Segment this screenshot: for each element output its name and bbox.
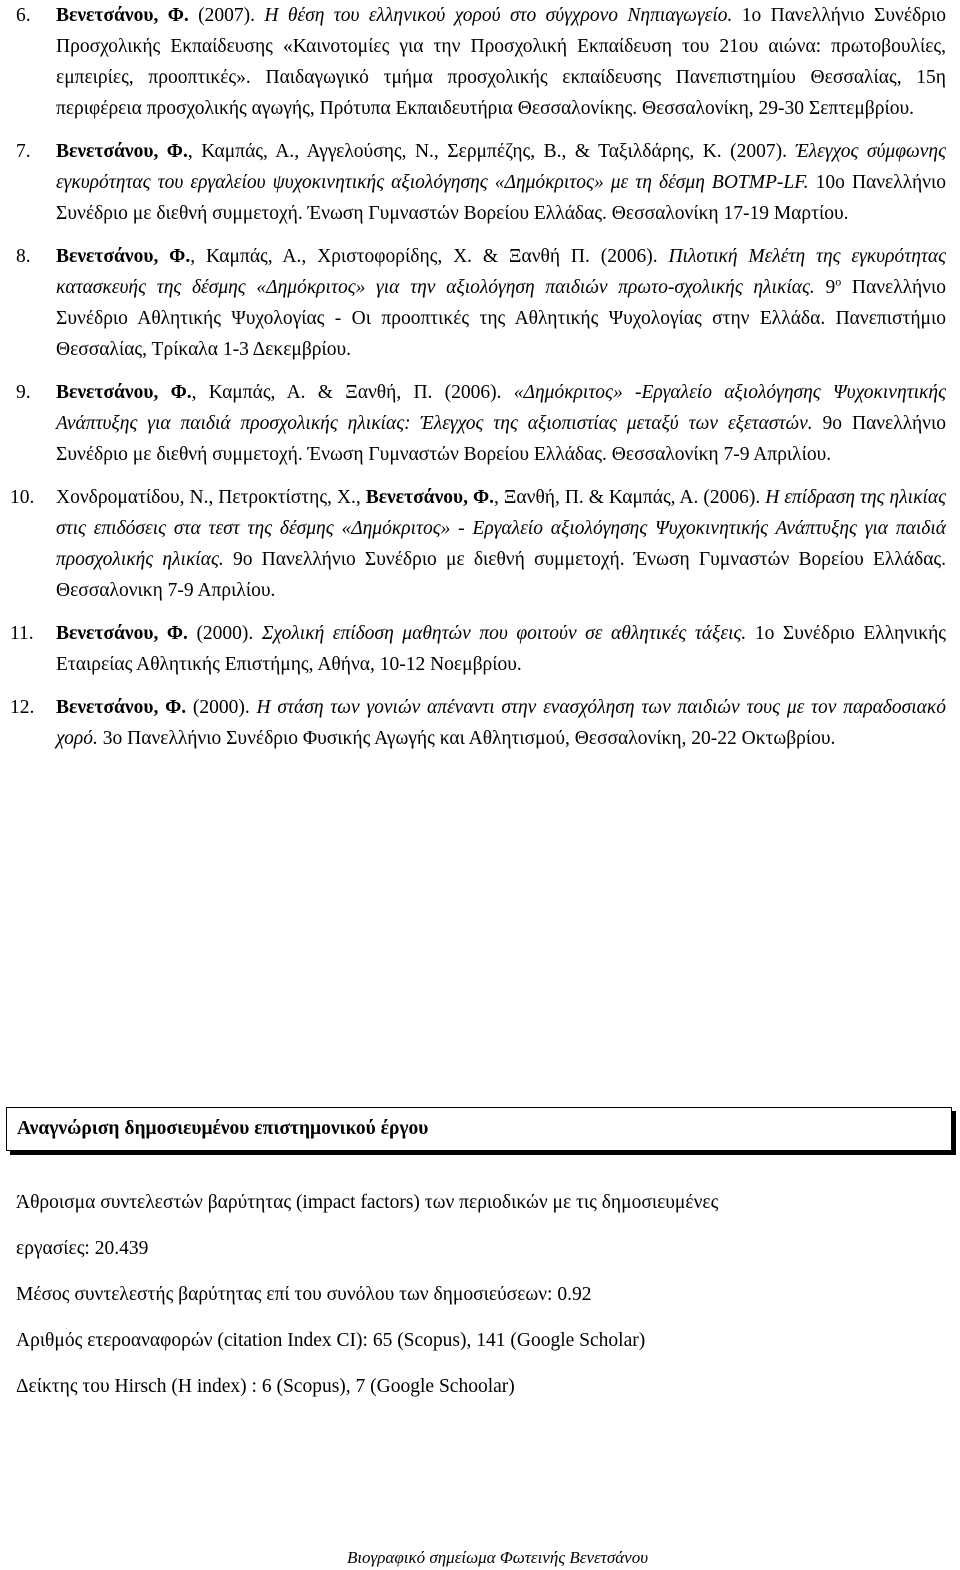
reference-title: Η θέση του ελληνικού χορού στο σύγχρονο Νηπιαγωγείο. (264, 5, 733, 26)
reference-coauthors: , Καμπάς, Α., Αγγελούσης, Ν., Σερμπέζης, Β., & Ταξιλδάρης, Κ. (2007). (187, 141, 796, 162)
reference-item-12 (10, 692, 946, 754)
reference-title: Η επίδραση της ηλικίας στις επιδόσεις στα τεστ της δέσμης «Δημόκριτος» - Εργαλείο αξιολόγησης Ψυχοκινητικής Ανάπτυξης για παιδιά προσχολικής ηλικίας. (56, 487, 947, 570)
reference-pre-authors: Χονδροματίδου, Ν., Πετροκτίστης, Χ., (56, 487, 366, 508)
reference-list (10, 0, 947, 766)
reference-author-bold: Βενετσάνου, Φ. (56, 246, 191, 267)
reference-coauthors: , Ξανθή, Π. & Καμπάς, Α. (2006). (494, 487, 766, 508)
reference-item-9 (16, 377, 946, 470)
reference-author-bold: Βενετσάνου, Φ. (56, 623, 188, 644)
reference-number: 6. (16, 5, 31, 26)
reference-author-bold: Βενετσάνου, Φ. (56, 5, 189, 26)
metric-average-impact-factor: Μέσος συντελεστής βαρύτητας επί του συνόλου των δημοσιεύσεων: 0.92 (16, 1284, 592, 1305)
reference-item-11 (10, 618, 946, 680)
reference-venue-prefix: 9 (814, 277, 836, 298)
metric-h-index: Δείκτης του Hirsch (H index) : 6 (Scopus), 7 (Google Schoolar) (16, 1376, 515, 1397)
metrics-list (16, 1180, 946, 1410)
reference-venue: 1ο Πανελλήνιο Συνέδριο Προσχολικής Εκπαίδευσης «Καινοτομίες για την Προσχολική Εκπαίδευση του 21ου αιώνα: πρωτοβουλίες, εμπειρίες, προοπτικές». Παιδαγωγικό τμήμα προσχολικής εκπαίδευσης Πανεπιστημίου Θεσσαλίας, 15η περιφέρεια προσχολικής αγωγής, Πρότυπα Εκπαιδευτήρια Θεσσαλονίκης. Θεσσαλονίκη, 29-30 Σεπτεμβρίου. (56, 5, 946, 119)
reference-year: (2000). (186, 697, 257, 718)
reference-author-bold: Βενετσάνου, Φ. (56, 141, 188, 162)
reference-title: Η στάση των γονιών απέναντι στην ενασχόληση των παιδιών τους με τον παραδοσιακό χορό. (56, 697, 946, 749)
reference-item-8 (16, 241, 946, 365)
reference-venue: 10ο Πανελλήνιο Συνέδριο με διεθνή συμμετοχή. Ένωση Γυμναστών Βορείου Ελλάδας. Θεσσαλονίκη 17-19 Μαρτίου. (56, 172, 946, 224)
reference-item-10 (10, 482, 947, 606)
reference-title: Έλεγχος σύμφωνης εγκυρότητας του εργαλείου ψυχοκινητικής αξιολόγησης «Δημόκριτος» με τη δέσμη BOTMP-LF. (56, 141, 946, 193)
reference-item-6 (16, 0, 946, 124)
reference-author-bold: Βενετσάνου, Φ. (56, 382, 192, 403)
reference-year: (2000). (187, 623, 262, 644)
reference-venue: 9ο Πανελλήνιο Συνέδριο με διεθνή συμμετοχή. Ένωση Γυμναστών Βορείου Ελλάδας. Θεσσαλονίκη 7-9 Απριλίου. (56, 413, 946, 465)
reference-ordinal-superscript: ο (835, 274, 842, 289)
reference-coauthors: , Καμπάς, Α., Χριστοφορίδης, Χ. & Ξανθή Π. (2006). (190, 246, 669, 267)
reference-number: 8. (16, 246, 31, 267)
reference-item-7 (16, 136, 946, 229)
reference-title: «Δημόκριτος» -Εργαλείο αξιολόγησης Ψυχοκινητικής Ανάπτυξης για παιδιά προσχολικής ηλικίας: Έλεγχος της αξιοπιστίας μεταξύ των εξεταστών. (56, 382, 946, 434)
reference-number: 10. (10, 487, 35, 508)
reference-title: Πιλοτική Μελέτη της εγκυρότητας κατασκευής της δέσμης «Δημόκριτος» για την αξιολόγηση παιδιών πρωτο-σχολικής ηλικίας. (56, 246, 946, 298)
metric-impact-factor-sum: Άθροισμα συντελεστών βαρύτητας (impact factors) των περιοδικών με τις δημοσιευμένες (16, 1192, 719, 1213)
reference-venue: 9ο Πανελλήνιο Συνέδριο με διεθνή συμμετοχή. Ένωση Γυμναστών Βορείου Ελλάδας. Θεσσαλονικη 7-9 Απριλίου. (56, 549, 947, 601)
metric-impact-factor-sum-value: εργασίες: 20.439 (16, 1238, 149, 1259)
section-heading: Αναγνώριση δημοσιευμένου επιστημονικού έργου (6, 1107, 952, 1151)
reference-title: Σχολική επίδοση μαθητών που φοιτούν σε αθλητικές τάξεις. (261, 623, 747, 644)
reference-number: 7. (16, 141, 31, 162)
reference-venue: 3ο Πανελλήνιο Συνέδριο Φυσικής Αγωγής και Αθλητισμού, Θεσσαλονίκη, 20-22 Οκτωβρίου. (97, 728, 836, 749)
reference-author-bold: Βενετσάνου, Φ. (365, 487, 495, 508)
reference-number: 12. (10, 697, 35, 718)
reference-coauthors: , Καμπάς, Α. & Ξανθή, Π. (2006). (191, 382, 514, 403)
page-footer: Βιογραφικό σημείωμα Φωτεινής Βενετσάνου (346, 1548, 648, 1567)
reference-number: 11. (10, 623, 34, 644)
reference-venue: 1ο Συνέδριο Ελληνικής Εταιρείας Αθλητικής Επιστήμης, Αθήνα, 10-12 Νοεμβρίου. (56, 623, 946, 675)
reference-number: 9. (16, 382, 31, 403)
reference-year: (2007). (188, 5, 265, 26)
reference-venue: Πανελλήνιο Συνέδριο Αθλητικής Ψυχολογίας - Οι προοπτικές της Αθλητικής Ψυχολογίας στην Ελλάδα. Πανεπιστήμιο Θεσσαλίας, Τρίκαλα 1-3 Δεκεμβρίου. (56, 277, 946, 360)
reference-author-bold: Βενετσάνου, Φ. (56, 697, 187, 718)
metric-citation-index: Αριθμός ετεροαναφορών (citation Index CI): 65 (Scopus), 141 (Google Scholar) (16, 1330, 646, 1351)
